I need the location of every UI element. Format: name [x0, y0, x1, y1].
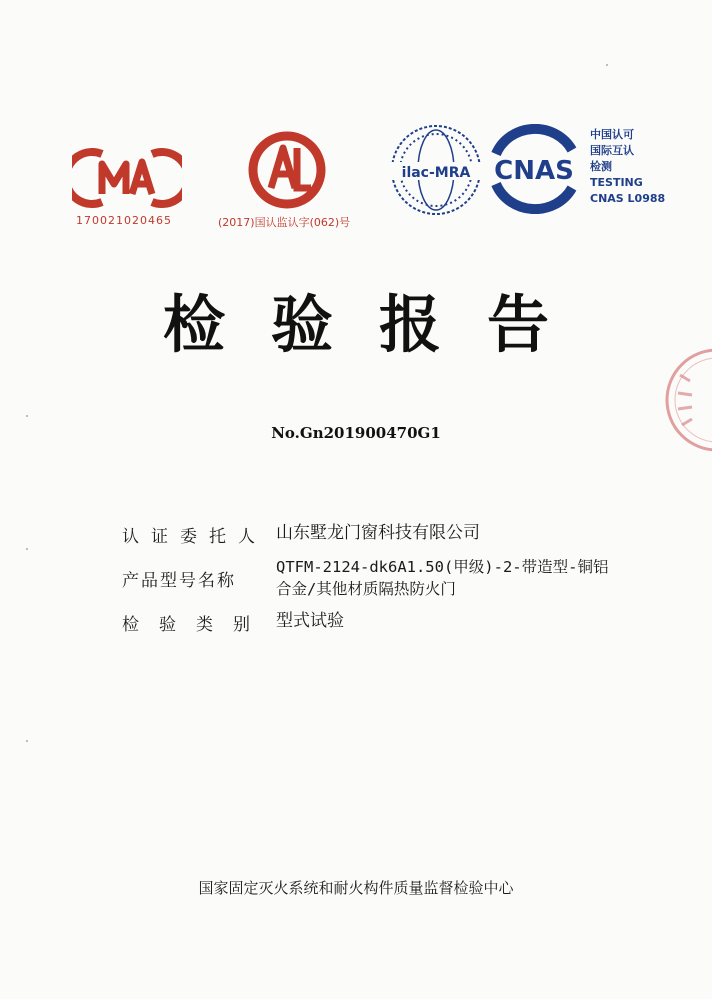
ilac-mark-text: ilac-MRA: [401, 165, 471, 181]
issuer-footer: 国家固定灭火系统和耐火构件质量监督检验中心: [198, 879, 514, 897]
cnal-number: (2017)国认监认字(062)号: [218, 216, 351, 229]
cnal-logo: [237, 130, 337, 210]
cnal-mark-icon: [237, 130, 337, 210]
cma-number: 170021020465: [76, 214, 172, 227]
product-value-line: QTFM-2124-dk6A1.50(甲级)-2-带造型-铜铝: [276, 558, 609, 576]
cnas-mark-text: CNAS: [494, 156, 574, 186]
cnas-caption: [590, 127, 665, 207]
cnas-logo: [484, 124, 584, 214]
scan-dot: [606, 64, 608, 66]
cma-mark-icon: [72, 148, 182, 208]
scan-dot: [26, 548, 28, 550]
cnas-line: 中国认可: [590, 128, 634, 141]
report-title: 检验报告: [162, 288, 595, 361]
ilac-mra-logo: [388, 122, 484, 218]
report-number: No.Gn201900470G1: [271, 424, 441, 442]
cnas-line: 国际互认: [590, 144, 634, 157]
cma-logo: [72, 148, 182, 208]
seal-icon: [662, 345, 712, 455]
scan-dot: [26, 740, 28, 742]
product-value-line: 合金/其他材质隔热防火门: [276, 580, 456, 598]
cnas-line: CNAS L0988: [590, 192, 666, 205]
partial-seal-stamp: [662, 345, 712, 455]
cnas-mark-icon: [484, 124, 584, 214]
product-value: [276, 556, 608, 600]
ilac-globe-icon: [388, 122, 484, 218]
cnas-line: TESTING: [590, 176, 643, 189]
client-label: 认证委托人: [122, 527, 267, 547]
client-value: 山东墅龙门窗科技有限公司: [276, 523, 480, 543]
scan-dot: [26, 415, 28, 417]
cnas-line: 检测: [590, 160, 612, 173]
category-value: 型式试验: [276, 611, 344, 631]
category-label: 检验类别: [122, 615, 270, 635]
product-label: 产品型号名称: [122, 571, 236, 591]
